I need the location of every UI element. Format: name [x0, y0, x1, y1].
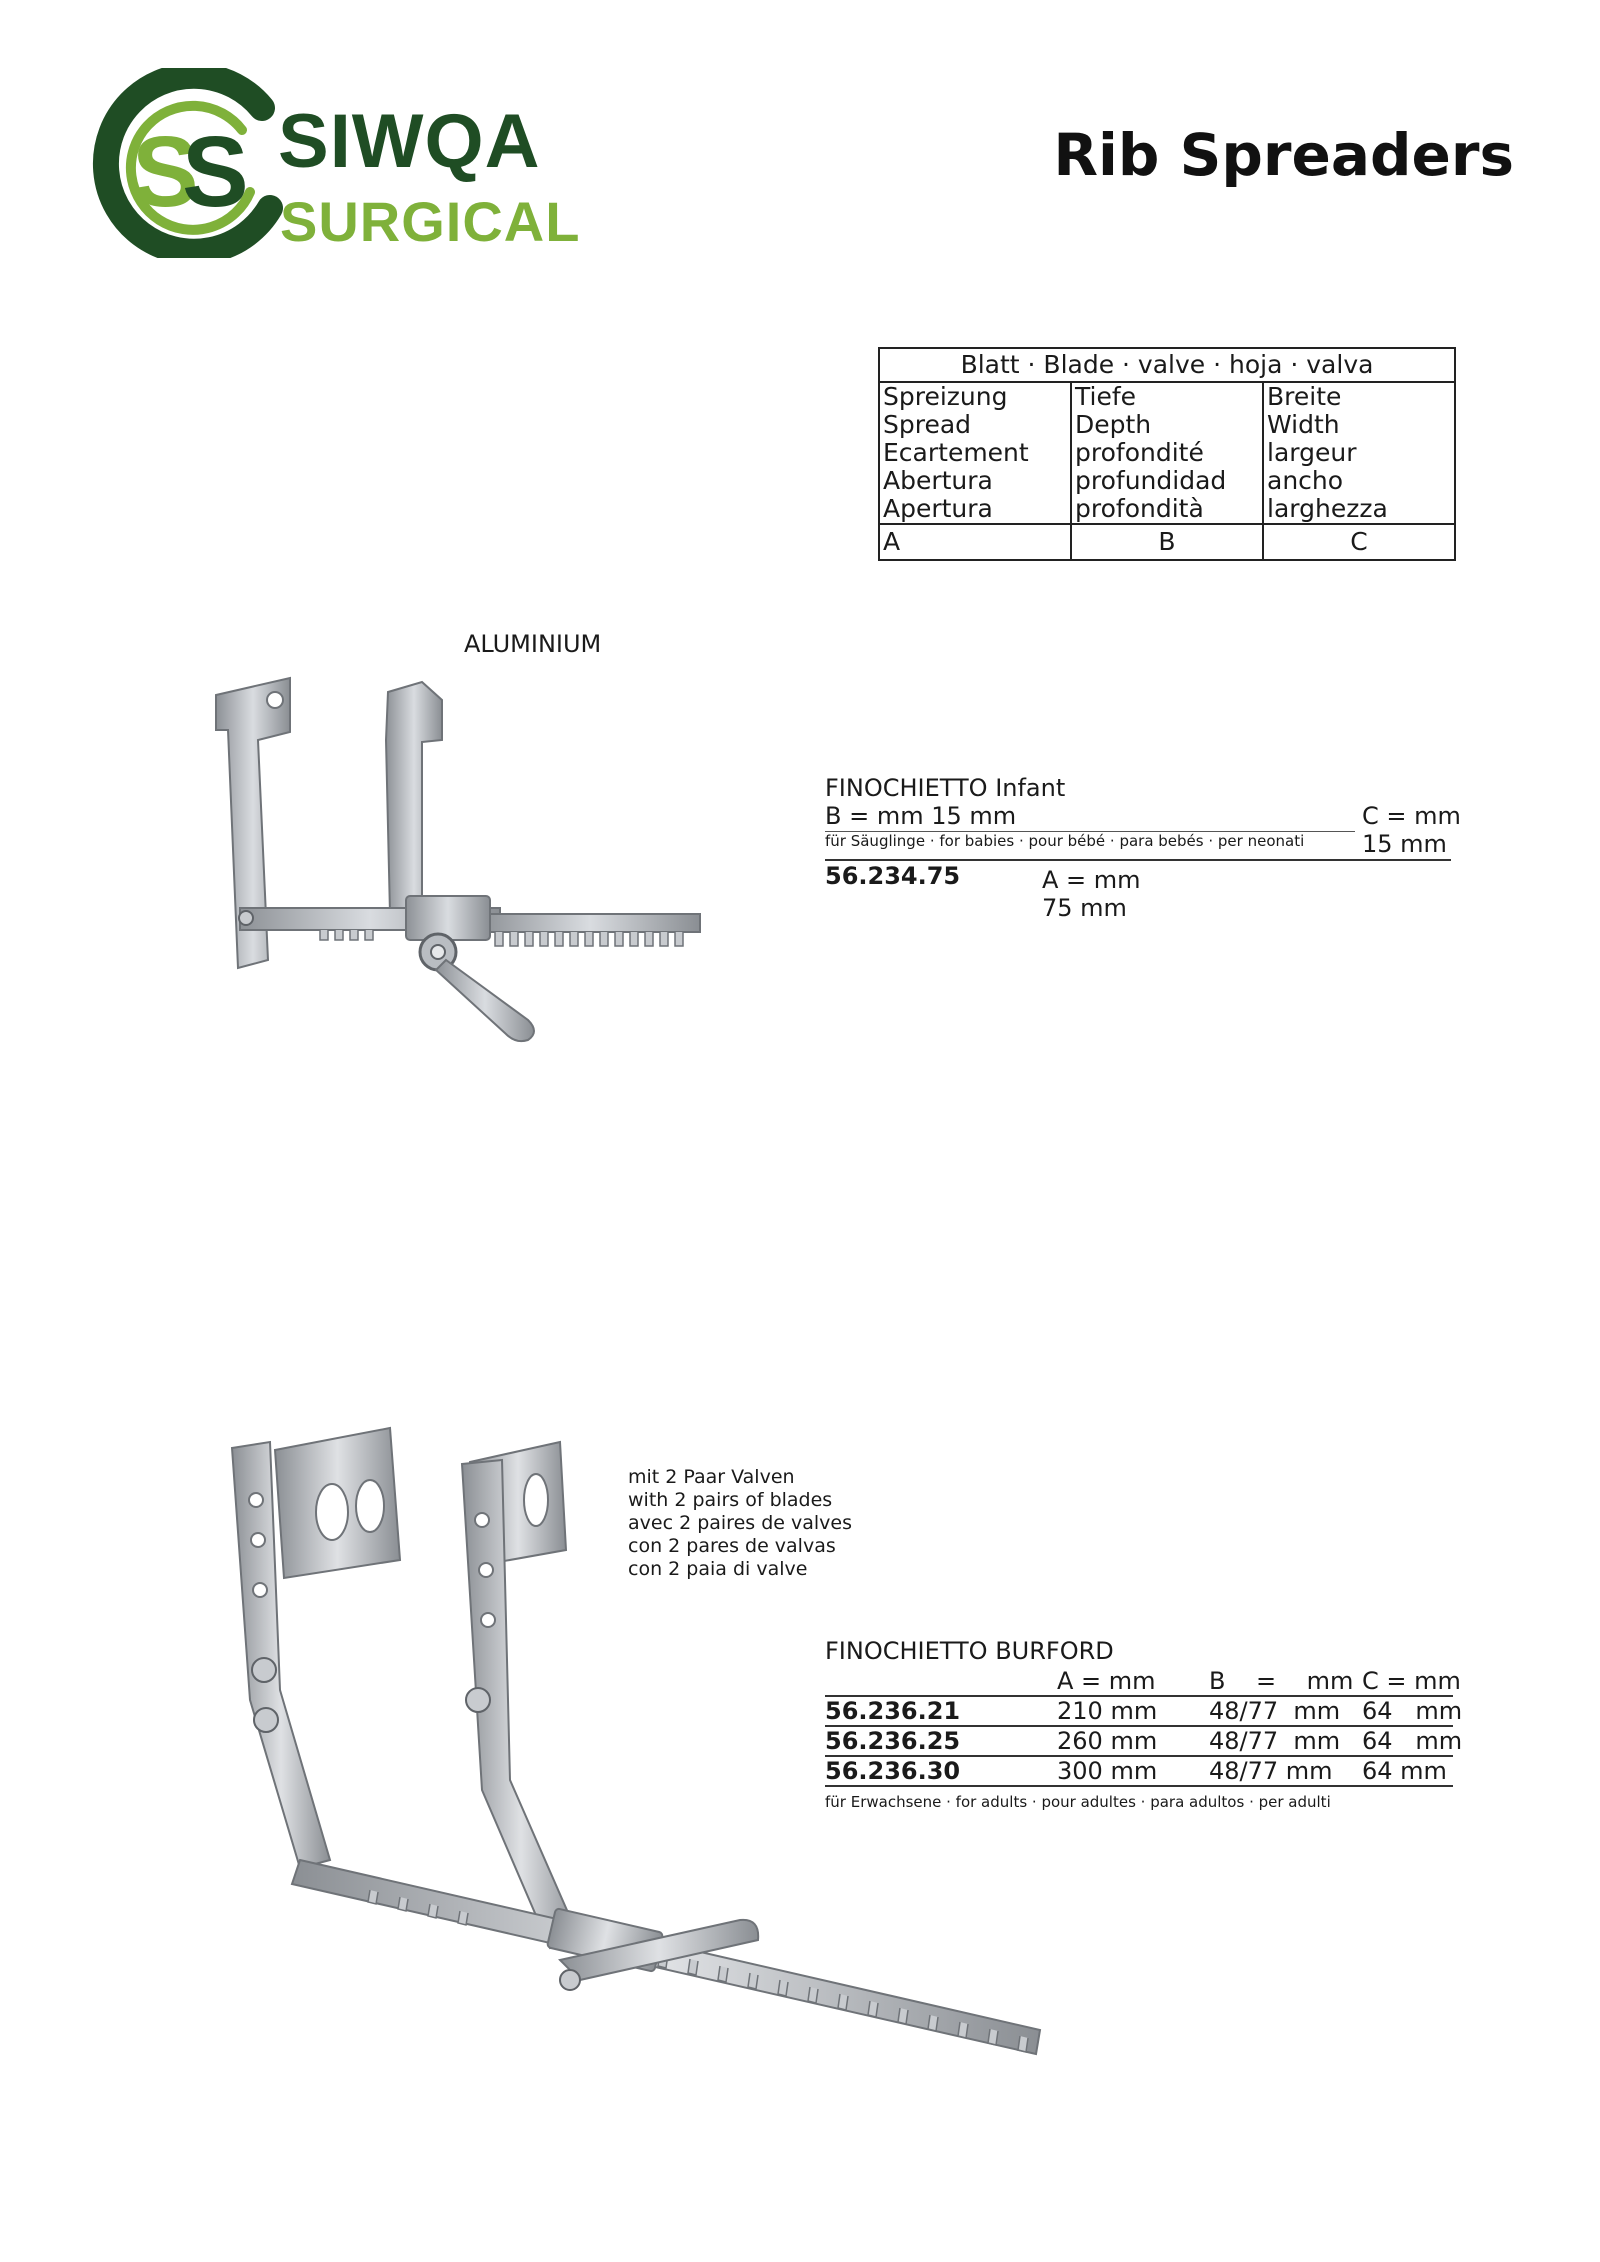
material-label: ALUMINIUM [464, 630, 602, 658]
letter-b: B [1071, 524, 1263, 560]
article-number: 56.236.21 [825, 1697, 961, 1725]
spread-header: A = mm [1042, 866, 1141, 894]
width-value: 64 mm [1362, 1697, 1463, 1725]
spread-header: A = mm [1057, 1667, 1156, 1695]
table-row [825, 1695, 1463, 1725]
letter-c: C [1263, 524, 1455, 560]
brand-subtitle: SURGICAL [280, 190, 581, 253]
column-width: Breite Width largeur ancho larghezza [1263, 382, 1455, 524]
spread-value: 260 mm [1057, 1727, 1158, 1755]
divider [825, 859, 1451, 861]
letter-a: A [879, 524, 1071, 560]
article-number: 56.234.75 [825, 862, 961, 890]
infant-rib-spreader-image [210, 670, 710, 1070]
article-number: 56.236.25 [825, 1727, 961, 1755]
width-value: 64 mm [1362, 1757, 1447, 1785]
width-value: 15 mm [1362, 830, 1447, 858]
ss-emblem-icon [92, 68, 292, 258]
table-header: Blatt · Blade · valve · hoja · valva [879, 348, 1455, 382]
blade-depth-spec: B = mm 15 mm [825, 802, 1017, 830]
product-name: FINOCHIETTO BURFORD [825, 1637, 1114, 1665]
table-row [825, 1755, 1453, 1787]
usage-note: für Säuglinge · for babies · pour bébé · para bebés · per neonati [825, 832, 1305, 850]
burford-rows [825, 1695, 1463, 1787]
page-title: Rib Spreaders [1053, 121, 1514, 189]
spread-value: 300 mm [1057, 1757, 1158, 1785]
spread-value: 210 mm [1057, 1697, 1158, 1725]
article-number: 56.236.30 [825, 1757, 961, 1785]
column-depth: Tiefe Depth profondité profundidad profondità [1071, 382, 1263, 524]
width-header: C = mm [1362, 1667, 1461, 1695]
svg-text:S: S [182, 116, 249, 228]
blade-pairs-note: mit 2 Paar Valven with 2 pairs of blades avec 2 paires de valves con 2 pares de valvas con 2 paia di valve [628, 1466, 852, 1580]
width-header: C = mm [1362, 802, 1461, 830]
depth-value: 48/77 mm [1209, 1727, 1341, 1755]
svg-text:S: S [132, 116, 199, 228]
depth-value: 48/77 mm [1209, 1697, 1341, 1725]
spread-value: 75 mm [1042, 894, 1127, 922]
product-name: FINOCHIETTO Infant [825, 774, 1066, 802]
brand-name: SIWQA [278, 99, 541, 184]
width-value: 64 mm [1362, 1727, 1463, 1755]
usage-note: für Erwachsene · for adults · pour adultes · para adultos · per adulti [825, 1793, 1331, 1811]
column-spread: Spreizung Spread Ecartement Abertura Apertura [879, 382, 1071, 524]
depth-value: 48/77 mm [1209, 1757, 1333, 1785]
depth-header: B = mm [1209, 1667, 1354, 1695]
dimension-legend-table [878, 347, 1456, 561]
table-row [825, 1725, 1463, 1755]
